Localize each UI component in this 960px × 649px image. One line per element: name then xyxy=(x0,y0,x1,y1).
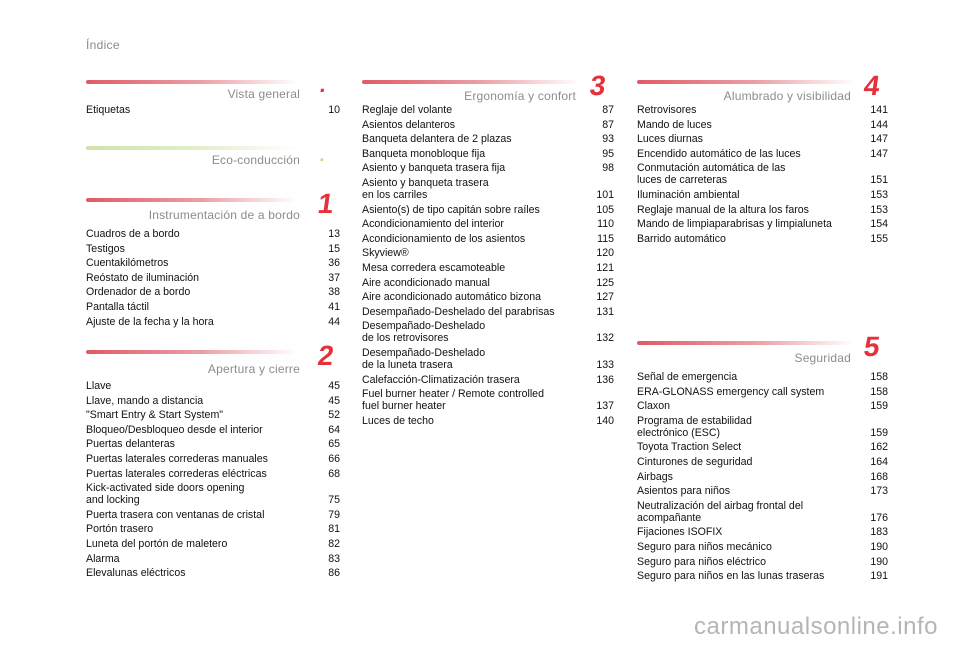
toc-entry[interactable] xyxy=(637,371,888,383)
entry-page-number: 87 xyxy=(602,118,614,131)
section-bar xyxy=(362,80,580,84)
entry-page-number: 159 xyxy=(870,400,888,413)
toc-entry[interactable] xyxy=(86,453,340,465)
entry-title: Testigos xyxy=(86,242,125,255)
entry-list xyxy=(86,380,340,579)
entry-title: Acondicionamiento del interior xyxy=(362,218,504,231)
entry-page-number: 65 xyxy=(328,438,340,451)
entry-page-number: 132 xyxy=(596,332,614,345)
toc-entry[interactable] xyxy=(362,218,614,230)
entry-title: Luces de techo xyxy=(362,414,434,427)
section-instrumentacion xyxy=(86,188,340,330)
entry-page-number: 151 xyxy=(870,174,888,187)
toc-entry[interactable] xyxy=(637,133,888,145)
section-number: . xyxy=(318,145,327,165)
entry-list xyxy=(86,104,340,116)
toc-entry[interactable] xyxy=(362,177,614,201)
entry-title: Desempañado-Deshelado del parabrisas xyxy=(362,305,555,318)
watermark: carmanualsonline.info xyxy=(694,613,938,640)
entry-title: Encendido automático de las luces xyxy=(637,147,801,160)
section-bar xyxy=(637,80,855,84)
toc-entry[interactable] xyxy=(86,468,340,480)
entry-title: Skyview® xyxy=(362,247,409,260)
entry-title: Puertas laterales correderas manuales xyxy=(86,452,268,465)
entry-page-number: 131 xyxy=(596,305,614,318)
entry-title: Neutralización del airbag frontal del acompañante xyxy=(637,499,804,524)
entry-page-number: 10 xyxy=(328,104,340,116)
entry-page-number: 147 xyxy=(870,147,888,160)
entry-page-number: 164 xyxy=(870,455,888,468)
entry-title: Desempañado-Deshelado de la luneta trasera xyxy=(362,346,486,371)
entry-title: Airbags xyxy=(637,470,673,483)
section-apertura-cierre xyxy=(86,340,340,582)
entry-list xyxy=(362,104,614,427)
entry-title: Seguro para niños eléctrico xyxy=(637,555,766,568)
toc-entry[interactable] xyxy=(637,119,888,131)
section-eco-conduccion xyxy=(86,146,340,170)
section-title: Instrumentación de a bordo xyxy=(148,208,300,222)
entry-page-number: 45 xyxy=(328,380,340,392)
entry-title: Seguro para niños en las lunas traseras xyxy=(637,570,825,583)
entry-title: Toyota Traction Select xyxy=(637,441,742,454)
entry-page-number: 82 xyxy=(328,537,340,550)
toc-entry[interactable] xyxy=(86,538,340,550)
entry-page-number: 190 xyxy=(870,555,888,568)
toc-entry[interactable] xyxy=(362,347,614,371)
entry-list xyxy=(637,371,888,582)
entry-title: Aire acondicionado manual xyxy=(362,276,490,289)
entry-page-number: 144 xyxy=(870,118,888,131)
toc-entry[interactable] xyxy=(86,438,340,450)
toc-entry[interactable] xyxy=(637,471,888,483)
toc-entry[interactable] xyxy=(86,409,340,421)
section-alumbrado-visibilidad xyxy=(637,70,888,247)
section-ergonomia-confort xyxy=(362,70,614,429)
toc-entry[interactable] xyxy=(637,570,888,582)
section-vista-general xyxy=(86,72,340,119)
entry-list xyxy=(637,104,888,245)
toc-entry[interactable] xyxy=(637,556,888,568)
entry-title: Fijaciones ISOFIX xyxy=(637,526,723,539)
toc-entry[interactable] xyxy=(637,500,888,524)
toc-entry[interactable] xyxy=(637,218,888,230)
entry-title: Bloqueo/Desbloqueo desde el interior xyxy=(86,423,263,436)
entry-title: Puerta trasera con ventanas de cristal xyxy=(86,508,265,521)
entry-page-number: 183 xyxy=(870,526,888,539)
entry-page-number: 41 xyxy=(328,300,340,313)
entry-page-number: 162 xyxy=(870,441,888,454)
toc-entry[interactable] xyxy=(86,553,340,565)
entry-title: Asiento(s) de tipo capitán sobre raíles xyxy=(362,203,540,216)
entry-page-number: 154 xyxy=(870,218,888,231)
entry-title: Aire acondicionado automático bizona xyxy=(362,291,542,304)
entry-title: Calefacción-Climatización trasera xyxy=(362,373,520,386)
entry-page-number: 101 xyxy=(596,188,614,201)
entry-page-number: 105 xyxy=(596,203,614,216)
section-seguridad xyxy=(637,331,888,585)
entry-page-number: 87 xyxy=(602,104,614,116)
entry-title: Retrovisores xyxy=(637,104,697,116)
toc-entry[interactable] xyxy=(362,291,614,303)
entry-title: Reglaje manual de la altura los faros xyxy=(637,203,809,216)
toc-entry[interactable] xyxy=(637,441,888,453)
toc-entry[interactable] xyxy=(362,415,614,427)
entry-title: Elevalunas eléctricos xyxy=(86,567,186,580)
entry-title: Banqueta delantera de 2 plazas xyxy=(362,133,512,146)
entry-page-number: 136 xyxy=(596,373,614,386)
entry-page-number: 95 xyxy=(602,147,614,160)
entry-title: Seguro para niños mecánico xyxy=(637,540,772,553)
section-bar xyxy=(86,198,298,202)
entry-page-number: 173 xyxy=(870,485,888,498)
entry-title: Reóstato de iluminación xyxy=(86,271,200,284)
toc-entry[interactable] xyxy=(362,247,614,259)
entry-page-number: 125 xyxy=(596,276,614,289)
entry-page-number: 36 xyxy=(328,257,340,270)
toc-entry[interactable] xyxy=(637,386,888,398)
toc-entry[interactable] xyxy=(362,133,614,145)
entry-title: Asientos para niños xyxy=(637,485,731,498)
entry-page-number: 190 xyxy=(870,540,888,553)
toc-entry[interactable] xyxy=(362,104,614,116)
entry-title: Cuentakilómetros xyxy=(86,257,169,270)
section-title: Ergonomía y confort xyxy=(464,89,576,103)
entry-title: "Smart Entry & Start System" xyxy=(86,409,224,422)
toc-entry[interactable] xyxy=(86,257,340,269)
entry-page-number: 64 xyxy=(328,423,340,436)
toc-entry[interactable] xyxy=(362,119,614,131)
toc-entry[interactable] xyxy=(637,400,888,412)
entry-page-number: 52 xyxy=(328,409,340,422)
toc-entry[interactable] xyxy=(362,162,614,174)
toc-entry[interactable] xyxy=(86,380,340,392)
entry-title: Señal de emergencia xyxy=(637,371,738,383)
toc-entry[interactable] xyxy=(637,541,888,553)
entry-page-number: 153 xyxy=(870,188,888,201)
entry-title: Barrido automático xyxy=(637,232,726,245)
toc-entry[interactable] xyxy=(637,456,888,468)
entry-title: Alarma xyxy=(86,552,120,565)
toc-entry[interactable] xyxy=(86,316,340,328)
entry-page-number: 115 xyxy=(597,232,614,245)
entry-title: Acondicionamiento de los asientos xyxy=(362,232,526,245)
entry-page-number: 68 xyxy=(328,467,340,480)
entry-title: Mesa corredera escamoteable xyxy=(362,261,506,274)
entry-page-number: 133 xyxy=(596,358,614,371)
entry-page-number: 98 xyxy=(602,162,614,175)
entry-title: Ordenador de a bordo xyxy=(86,286,191,299)
toc-entry[interactable] xyxy=(362,233,614,245)
toc-entry[interactable] xyxy=(362,306,614,318)
page-title: Índice xyxy=(86,38,120,52)
entry-page-number: 176 xyxy=(870,511,888,524)
entry-page-number: 37 xyxy=(328,271,340,284)
toc-entry[interactable] xyxy=(86,523,340,535)
entry-page-number: 81 xyxy=(328,523,340,536)
entry-title: Etiquetas xyxy=(86,104,131,116)
entry-page-number: 127 xyxy=(596,291,614,304)
toc-entry[interactable] xyxy=(637,189,888,201)
entry-title: Pantalla táctil xyxy=(86,300,150,313)
entry-page-number: 141 xyxy=(870,104,888,116)
toc-entry[interactable] xyxy=(86,228,340,240)
entry-page-number: 45 xyxy=(328,394,340,407)
section-bar xyxy=(86,146,298,150)
entry-list xyxy=(86,228,340,328)
section-number: 1 xyxy=(315,188,336,219)
toc-entry[interactable] xyxy=(637,162,888,186)
entry-page-number: 66 xyxy=(328,452,340,465)
entry-title: Ajuste de la fecha y la hora xyxy=(86,315,214,328)
toc-entry[interactable] xyxy=(637,148,888,160)
toc-entry[interactable] xyxy=(86,104,340,116)
toc-entry[interactable] xyxy=(362,388,614,412)
entry-title: Asiento y banqueta trasera fija xyxy=(362,162,506,175)
entry-page-number: 93 xyxy=(602,133,614,146)
toc-entry[interactable] xyxy=(86,243,340,255)
entry-page-number: 38 xyxy=(328,286,340,299)
toc-entry[interactable] xyxy=(637,526,888,538)
entry-page-number: 86 xyxy=(328,567,340,580)
entry-title: Llave xyxy=(86,380,112,392)
toc-entry[interactable] xyxy=(362,374,614,386)
toc-entry[interactable] xyxy=(362,277,614,289)
section-number: . xyxy=(318,72,328,97)
toc-entry[interactable] xyxy=(86,272,340,284)
entry-page-number: 191 xyxy=(870,570,888,583)
section-number: 4 xyxy=(861,70,882,101)
entry-page-number: 120 xyxy=(596,247,614,260)
entry-title: Banqueta monobloque fija xyxy=(362,147,486,160)
section-title: Seguridad xyxy=(794,351,851,365)
toc-entry[interactable] xyxy=(86,567,340,579)
entry-page-number: 155 xyxy=(870,232,888,245)
entry-title: Portón trasero xyxy=(86,523,154,536)
entry-title: Cinturones de seguridad xyxy=(637,455,753,468)
entry-title: Reglaje del volante xyxy=(362,104,453,116)
toc-entry[interactable] xyxy=(86,301,340,313)
entry-page-number: 15 xyxy=(328,242,340,255)
section-title: Alumbrado y visibilidad xyxy=(723,89,851,103)
entry-title: Desempañado-Deshelado de los retrovisores xyxy=(362,320,486,345)
section-title: Apertura y cierre xyxy=(207,362,300,376)
toc-entry[interactable] xyxy=(86,424,340,436)
toc-entry[interactable] xyxy=(86,286,340,298)
toc-entry[interactable] xyxy=(637,485,888,497)
toc-entry[interactable] xyxy=(86,509,340,521)
entry-title: Iluminación ambiental xyxy=(637,188,740,201)
entry-page-number: 75 xyxy=(328,494,340,507)
entry-title: Mando de luces xyxy=(637,118,712,131)
entry-page-number: 121 xyxy=(596,261,614,274)
entry-title: Fuel burner heater / Remote controlled fuel burner heater xyxy=(362,388,544,413)
toc-entry[interactable] xyxy=(86,482,340,506)
section-number: 5 xyxy=(861,331,882,362)
entry-title: Asientos delanteros xyxy=(362,118,456,131)
entry-title: Llave, mando a distancia xyxy=(86,394,204,407)
section-number: 3 xyxy=(587,70,608,101)
entry-page-number: 83 xyxy=(328,552,340,565)
toc-entry[interactable] xyxy=(637,233,888,245)
entry-page-number: 153 xyxy=(870,203,888,216)
toc-entry[interactable] xyxy=(637,204,888,216)
entry-page-number: 137 xyxy=(596,400,614,413)
toc-entry[interactable] xyxy=(637,104,888,116)
toc-entry[interactable] xyxy=(86,395,340,407)
entry-page-number: 110 xyxy=(597,218,614,231)
toc-entry[interactable] xyxy=(362,148,614,160)
toc-entry[interactable] xyxy=(637,415,888,439)
entry-title: Puertas delanteras xyxy=(86,438,175,451)
entry-title: Conmutación automática de las luces de carreteras xyxy=(637,162,786,187)
section-bar xyxy=(637,341,855,345)
toc-entry[interactable] xyxy=(362,204,614,216)
entry-page-number: 158 xyxy=(870,371,888,383)
entry-title: Puertas laterales correderas eléctricas xyxy=(86,467,267,480)
entry-page-number: 147 xyxy=(870,133,888,146)
toc-entry[interactable] xyxy=(362,320,614,344)
section-bar xyxy=(86,80,298,84)
entry-title: Luneta del portón de maletero xyxy=(86,537,228,550)
entry-page-number: 44 xyxy=(328,315,340,328)
entry-page-number: 13 xyxy=(328,228,340,240)
section-title: Vista general xyxy=(227,87,300,101)
section-title: Eco-conducción xyxy=(211,153,300,167)
entry-title: ERA-GLONASS emergency call system xyxy=(637,385,825,398)
section-bar xyxy=(86,350,298,354)
entry-page-number: 159 xyxy=(870,426,888,439)
entry-page-number: 79 xyxy=(328,508,340,521)
entry-title: Programa de estabilidad electrónico (ESC) xyxy=(637,414,752,439)
section-number: 2 xyxy=(315,340,336,371)
entry-title: Cuadros de a bordo xyxy=(86,228,180,240)
entry-page-number: 168 xyxy=(870,470,888,483)
entry-title: Asiento y banqueta trasera en los carriles xyxy=(362,176,489,201)
entry-title: Mando de limpiaparabrisas y limpialuneta xyxy=(637,218,832,231)
entry-title: Luces diurnas xyxy=(637,133,703,146)
entry-page-number: 140 xyxy=(596,414,614,427)
toc-entry[interactable] xyxy=(362,262,614,274)
entry-title: Claxon xyxy=(637,400,670,413)
entry-page-number: 158 xyxy=(870,385,888,398)
entry-title: Kick-activated side doors opening and locking xyxy=(86,482,245,507)
